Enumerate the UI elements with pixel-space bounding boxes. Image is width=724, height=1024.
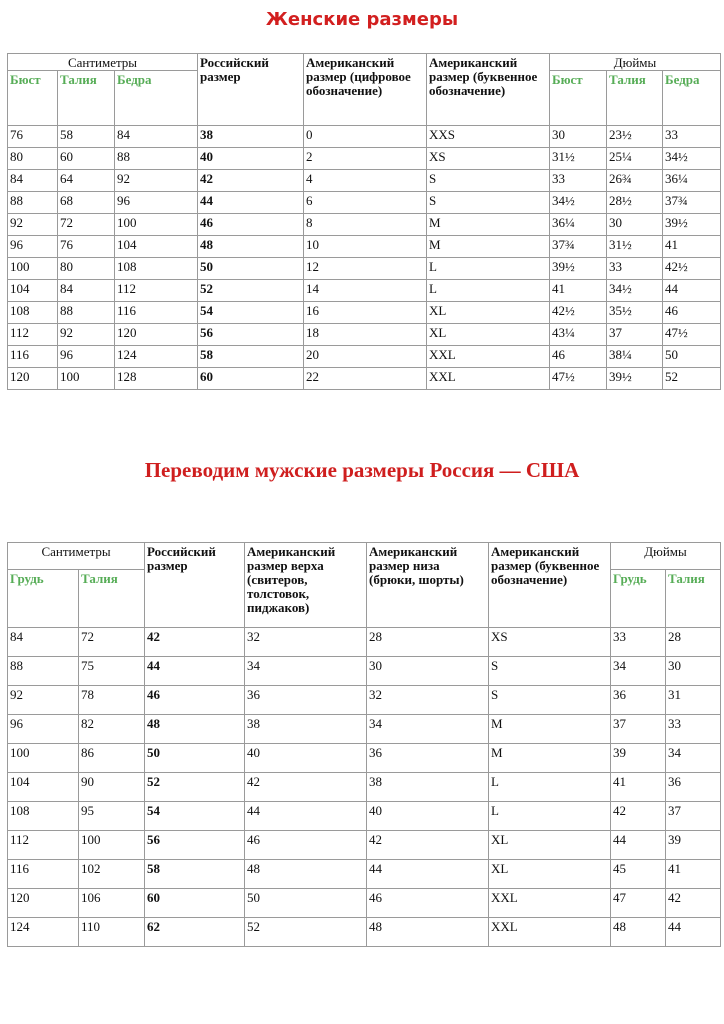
men-table-cell: S xyxy=(489,657,611,686)
women-table-cell: 10 xyxy=(304,236,427,258)
men-table-cell: 84 xyxy=(8,628,79,657)
women-table-cell: 46 xyxy=(663,302,721,324)
women-sub-in-waist: Талия xyxy=(607,71,663,126)
women-table-cell: 58 xyxy=(58,126,115,148)
men-table-cell: XL xyxy=(489,860,611,889)
women-table-cell: 38 xyxy=(198,126,304,148)
women-sub-cm-bust: Бюст xyxy=(8,71,58,126)
women-table-cell: 50 xyxy=(198,258,304,280)
men-table-cell: 40 xyxy=(245,744,367,773)
men-table-row xyxy=(8,628,721,657)
men-table-cell: 60 xyxy=(145,889,245,918)
men-table-row xyxy=(8,715,721,744)
men-table-cell: 100 xyxy=(79,831,145,860)
women-table-cell: 92 xyxy=(8,214,58,236)
women-table-cell: XL xyxy=(427,324,550,346)
men-table-cell: 47 xyxy=(611,889,666,918)
men-table-cell: 36 xyxy=(666,773,721,802)
women-table-cell: 37 xyxy=(607,324,663,346)
women-table-cell: 2 xyxy=(304,148,427,170)
women-table-cell: 46 xyxy=(198,214,304,236)
women-table-cell: 46 xyxy=(550,346,607,368)
men-header-centimeters: Сантиметры xyxy=(8,543,145,570)
women-table-cell: 25¼ xyxy=(607,148,663,170)
women-table-cell: 116 xyxy=(8,346,58,368)
women-table-cell: 20 xyxy=(304,346,427,368)
men-table-cell: 41 xyxy=(666,860,721,889)
women-table-row xyxy=(8,126,721,148)
women-table-cell: 43¼ xyxy=(550,324,607,346)
women-table-cell: 37¾ xyxy=(663,192,721,214)
women-table-cell: 76 xyxy=(8,126,58,148)
women-table-cell: 68 xyxy=(58,192,115,214)
women-table-cell: 58 xyxy=(198,346,304,368)
men-table-cell: 28 xyxy=(666,628,721,657)
men-table-cell: 62 xyxy=(145,918,245,947)
men-sub-cm-chest: Грудь xyxy=(8,570,79,628)
women-table-cell: 108 xyxy=(8,302,58,324)
women-header-us-letter: Американский размер (буквенное обозначение) xyxy=(427,54,550,126)
women-table-cell: 34½ xyxy=(550,192,607,214)
men-table-cell: 44 xyxy=(145,657,245,686)
men-table-cell: 92 xyxy=(8,686,79,715)
men-header-russian-size: Российский размер xyxy=(145,543,245,628)
men-table-cell: 48 xyxy=(367,918,489,947)
women-table-cell: 39½ xyxy=(663,214,721,236)
women-table-cell: M xyxy=(427,236,550,258)
men-table-cell: 88 xyxy=(8,657,79,686)
women-table-cell: 47½ xyxy=(550,368,607,390)
women-table-cell: 8 xyxy=(304,214,427,236)
women-table-row xyxy=(8,368,721,390)
women-header-centimeters: Сантиметры xyxy=(8,54,198,71)
men-table-cell: 28 xyxy=(367,628,489,657)
women-table-cell: 4 xyxy=(304,170,427,192)
men-table-cell: 54 xyxy=(145,802,245,831)
men-header-us-bottom: Американский размер низа (брюки, шорты) xyxy=(367,543,489,628)
women-table-cell: 50 xyxy=(663,346,721,368)
women-table-cell: XS xyxy=(427,148,550,170)
women-table-cell: 26¾ xyxy=(607,170,663,192)
men-table-cell: 30 xyxy=(367,657,489,686)
women-table-cell: 23½ xyxy=(607,126,663,148)
men-table-cell: 37 xyxy=(611,715,666,744)
men-size-table xyxy=(7,542,721,947)
women-table-cell: 60 xyxy=(58,148,115,170)
women-table-cell: 84 xyxy=(58,280,115,302)
women-table-cell: 120 xyxy=(8,368,58,390)
women-table-cell: 116 xyxy=(115,302,198,324)
men-table-cell: 42 xyxy=(245,773,367,802)
women-sub-in-bust: Бюст xyxy=(550,71,607,126)
men-table-cell: 104 xyxy=(8,773,79,802)
women-table-cell: 18 xyxy=(304,324,427,346)
women-table-row xyxy=(8,324,721,346)
men-table-cell: 50 xyxy=(245,889,367,918)
men-table-cell: 124 xyxy=(8,918,79,947)
men-table-cell: 44 xyxy=(367,860,489,889)
men-table-cell: 38 xyxy=(367,773,489,802)
women-table-cell: L xyxy=(427,258,550,280)
women-table-cell: 12 xyxy=(304,258,427,280)
men-table-cell: 34 xyxy=(245,657,367,686)
women-sub-cm-waist: Талия xyxy=(58,71,115,126)
men-table-cell: 48 xyxy=(145,715,245,744)
women-table-cell: 22 xyxy=(304,368,427,390)
women-table-cell: 44 xyxy=(663,280,721,302)
men-table-cell: L xyxy=(489,802,611,831)
women-table-cell: XL xyxy=(427,302,550,324)
women-table-cell: 96 xyxy=(115,192,198,214)
women-table-cell: 39½ xyxy=(607,368,663,390)
men-table-cell: 90 xyxy=(79,773,145,802)
men-table-cell: 48 xyxy=(611,918,666,947)
women-table-cell: 124 xyxy=(115,346,198,368)
women-table-cell: 42 xyxy=(198,170,304,192)
men-table-cell: 56 xyxy=(145,831,245,860)
women-table-cell: 88 xyxy=(115,148,198,170)
women-table-cell: 128 xyxy=(115,368,198,390)
women-table-cell: S xyxy=(427,192,550,214)
women-table-row xyxy=(8,302,721,324)
men-table-cell: 106 xyxy=(79,889,145,918)
men-table-cell: 34 xyxy=(367,715,489,744)
men-sub-in-waist: Талия xyxy=(666,570,721,628)
men-table-row xyxy=(8,831,721,860)
women-table-cell: 47½ xyxy=(663,324,721,346)
men-table-cell: XXL xyxy=(489,918,611,947)
women-table-row xyxy=(8,192,721,214)
women-table-cell: XXL xyxy=(427,368,550,390)
men-table-row xyxy=(8,744,721,773)
women-table-cell: 30 xyxy=(550,126,607,148)
women-table-cell: 108 xyxy=(115,258,198,280)
men-table-cell: 110 xyxy=(79,918,145,947)
women-table-cell: 37¾ xyxy=(550,236,607,258)
men-table-cell: 82 xyxy=(79,715,145,744)
men-table-cell: 52 xyxy=(145,773,245,802)
men-table-cell: 36 xyxy=(245,686,367,715)
women-table-cell: 38¼ xyxy=(607,346,663,368)
men-table-cell: 30 xyxy=(666,657,721,686)
women-table-cell: S xyxy=(427,170,550,192)
women-table-cell: 96 xyxy=(58,346,115,368)
women-table-cell: XXL xyxy=(427,346,550,368)
men-table-cell: 72 xyxy=(79,628,145,657)
women-table-cell: 31½ xyxy=(607,236,663,258)
women-table-row xyxy=(8,214,721,236)
women-table-row xyxy=(8,258,721,280)
women-table-cell: 112 xyxy=(8,324,58,346)
women-table-cell: 64 xyxy=(58,170,115,192)
women-table-cell: 104 xyxy=(115,236,198,258)
men-table-cell: 41 xyxy=(611,773,666,802)
women-table-cell: 34½ xyxy=(663,148,721,170)
men-table-cell: 31 xyxy=(666,686,721,715)
women-table-cell: 80 xyxy=(8,148,58,170)
men-sub-cm-waist: Талия xyxy=(79,570,145,628)
women-table-cell: XXS xyxy=(427,126,550,148)
women-size-table xyxy=(7,53,721,390)
men-table-body xyxy=(8,628,721,947)
men-header-us-top: Американский размер верха (свитеров, толстовок, пиджаков) xyxy=(245,543,367,628)
women-table-cell: L xyxy=(427,280,550,302)
women-table-cell: 76 xyxy=(58,236,115,258)
women-table-cell: 14 xyxy=(304,280,427,302)
men-table-cell: 42 xyxy=(611,802,666,831)
women-table-cell: 41 xyxy=(550,280,607,302)
women-table-cell: 41 xyxy=(663,236,721,258)
men-table-cell: 37 xyxy=(666,802,721,831)
men-table-cell: 116 xyxy=(8,860,79,889)
men-table-cell: 52 xyxy=(245,918,367,947)
women-table-cell: 84 xyxy=(8,170,58,192)
women-table-cell: 6 xyxy=(304,192,427,214)
women-sizes-title: Женские размеры xyxy=(265,9,459,30)
women-table-cell: 0 xyxy=(304,126,427,148)
women-header-us-numeric: Американский размер (цифровое обозначение) xyxy=(304,54,427,126)
men-table-row xyxy=(8,773,721,802)
women-table-cell: 52 xyxy=(198,280,304,302)
women-header-inches: Дюймы xyxy=(550,54,721,71)
men-table-cell: 39 xyxy=(611,744,666,773)
men-table-cell: 36 xyxy=(367,744,489,773)
women-table-cell: 84 xyxy=(115,126,198,148)
men-table-cell: 96 xyxy=(8,715,79,744)
men-table-cell: 78 xyxy=(79,686,145,715)
women-table-cell: 42½ xyxy=(663,258,721,280)
men-table-cell: XS xyxy=(489,628,611,657)
women-table-cell: 36¼ xyxy=(663,170,721,192)
women-table-cell: 92 xyxy=(58,324,115,346)
men-table-cell: 44 xyxy=(611,831,666,860)
men-header-inches: Дюймы xyxy=(611,543,721,570)
men-table-cell: 40 xyxy=(367,802,489,831)
women-table-cell: 72 xyxy=(58,214,115,236)
women-table-cell: 80 xyxy=(58,258,115,280)
men-table-cell: 45 xyxy=(611,860,666,889)
women-table-cell: 100 xyxy=(58,368,115,390)
men-table-cell: 100 xyxy=(8,744,79,773)
women-table-cell: 33 xyxy=(607,258,663,280)
women-table-cell: 120 xyxy=(115,324,198,346)
women-table-cell: 52 xyxy=(663,368,721,390)
men-table-row xyxy=(8,889,721,918)
women-table-cell: M xyxy=(427,214,550,236)
men-table-cell: S xyxy=(489,686,611,715)
women-table-cell: 54 xyxy=(198,302,304,324)
men-table-cell: 42 xyxy=(145,628,245,657)
men-table-row xyxy=(8,686,721,715)
men-header-us-letter: Американский размер (буквенное обозначение) xyxy=(489,543,611,628)
men-table-cell: 95 xyxy=(79,802,145,831)
men-table-row xyxy=(8,802,721,831)
men-table-cell: 44 xyxy=(245,802,367,831)
women-table-cell: 100 xyxy=(8,258,58,280)
men-table-cell: 34 xyxy=(611,657,666,686)
women-table-cell: 40 xyxy=(198,148,304,170)
men-table-cell: 48 xyxy=(245,860,367,889)
women-table-body xyxy=(8,126,721,390)
women-table-cell: 60 xyxy=(198,368,304,390)
women-table-row xyxy=(8,346,721,368)
men-table-cell: 36 xyxy=(611,686,666,715)
women-table-cell: 44 xyxy=(198,192,304,214)
men-sub-in-chest: Грудь xyxy=(611,570,666,628)
men-table-cell: 33 xyxy=(611,628,666,657)
women-table-cell: 48 xyxy=(198,236,304,258)
men-table-cell: M xyxy=(489,715,611,744)
women-table-cell: 42½ xyxy=(550,302,607,324)
men-table-cell: 75 xyxy=(79,657,145,686)
women-table-cell: 39½ xyxy=(550,258,607,280)
women-table-cell: 33 xyxy=(663,126,721,148)
women-table-cell: 88 xyxy=(58,302,115,324)
men-table-cell: 42 xyxy=(666,889,721,918)
men-table-cell: 112 xyxy=(8,831,79,860)
women-table-cell: 36¼ xyxy=(550,214,607,236)
women-table-row xyxy=(8,170,721,192)
men-table-cell: XXL xyxy=(489,889,611,918)
women-table-cell: 30 xyxy=(607,214,663,236)
men-table-cell: 102 xyxy=(79,860,145,889)
women-table-row xyxy=(8,236,721,258)
men-table-row xyxy=(8,918,721,947)
men-table-cell: 108 xyxy=(8,802,79,831)
men-table-cell: 42 xyxy=(367,831,489,860)
women-sub-cm-hips: Бедра xyxy=(115,71,198,126)
men-table-cell: L xyxy=(489,773,611,802)
women-table-cell: 96 xyxy=(8,236,58,258)
men-table-cell: 38 xyxy=(245,715,367,744)
women-sub-in-hips: Бедра xyxy=(663,71,721,126)
women-table-cell: 56 xyxy=(198,324,304,346)
men-table-cell: XL xyxy=(489,831,611,860)
men-table-cell: 58 xyxy=(145,860,245,889)
men-table-row xyxy=(8,657,721,686)
men-table-cell: 46 xyxy=(145,686,245,715)
men-table-cell: M xyxy=(489,744,611,773)
men-table-cell: 32 xyxy=(367,686,489,715)
men-table-cell: 46 xyxy=(245,831,367,860)
men-table-cell: 44 xyxy=(666,918,721,947)
women-table-cell: 34½ xyxy=(607,280,663,302)
women-table-cell: 88 xyxy=(8,192,58,214)
men-table-cell: 32 xyxy=(245,628,367,657)
women-table-cell: 31½ xyxy=(550,148,607,170)
women-table-row xyxy=(8,148,721,170)
women-table-cell: 112 xyxy=(115,280,198,302)
women-table-cell: 92 xyxy=(115,170,198,192)
women-table-cell: 28½ xyxy=(607,192,663,214)
women-table-cell: 33 xyxy=(550,170,607,192)
women-table-cell: 104 xyxy=(8,280,58,302)
men-sizes-title: Переводим мужские размеры Россия — США xyxy=(144,458,580,482)
men-table-row xyxy=(8,860,721,889)
men-table-cell: 33 xyxy=(666,715,721,744)
men-table-cell: 120 xyxy=(8,889,79,918)
men-table-cell: 34 xyxy=(666,744,721,773)
women-table-cell: 100 xyxy=(115,214,198,236)
men-table-cell: 39 xyxy=(666,831,721,860)
men-table-cell: 46 xyxy=(367,889,489,918)
men-table-cell: 50 xyxy=(145,744,245,773)
men-table-cell: 86 xyxy=(79,744,145,773)
women-table-row xyxy=(8,280,721,302)
women-header-russian-size: Российский размер xyxy=(198,54,304,126)
women-table-cell: 16 xyxy=(304,302,427,324)
women-table-cell: 35½ xyxy=(607,302,663,324)
